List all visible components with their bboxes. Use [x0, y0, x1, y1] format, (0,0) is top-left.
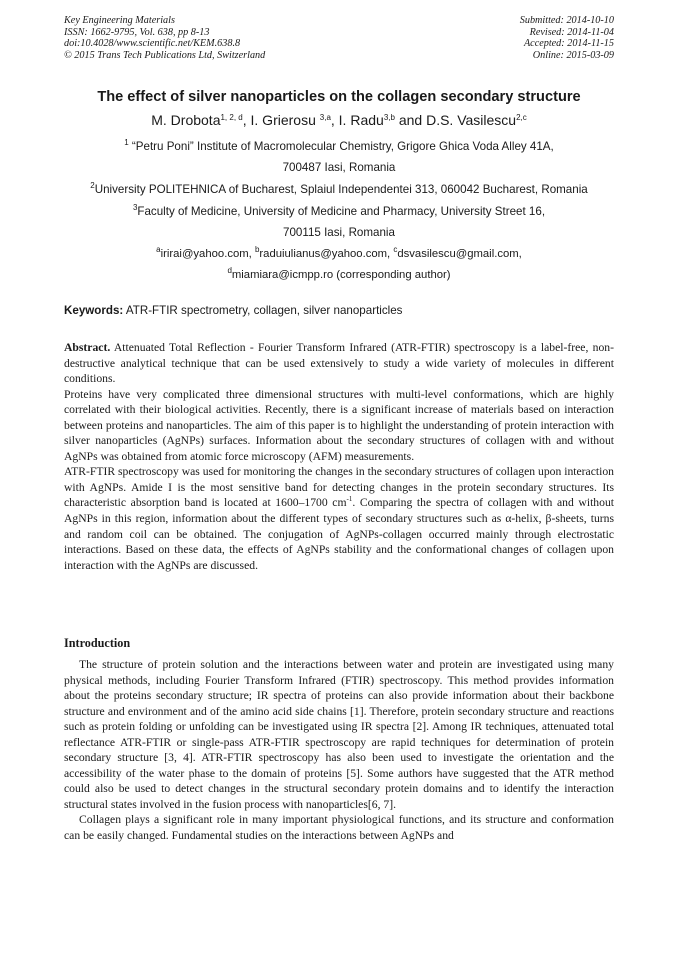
abstract-paragraph [64, 340, 614, 387]
introduction-heading: Introduction [64, 636, 131, 650]
abstract-paragraph: Proteins have very complicated three dimensional structures with multi-level conformations, which are highly correlated with their biological activities. Recently, there is a significant increase of materials based on interaction between proteins and nanoparticles. The aim of this paper is to highlight the understanding of protein interaction with silver nanoparticles (AgNPs) surfaces. Information about the secondary structures of collagen with and without AgNPs was obtained from atomic force microscopy (AFM) measurements. [64, 387, 614, 463]
introduction-section [64, 657, 614, 844]
author-affiliation-mark: 2,c [516, 113, 527, 122]
date-revised: Revised: 2014-11-04 [529, 26, 614, 38]
author-name: D.S. Vasilescu [426, 112, 517, 128]
author-list [30, 112, 648, 128]
keywords-line [64, 304, 402, 317]
affiliation-3 [20, 205, 658, 218]
abstract-section [64, 340, 614, 573]
abstract-text: Attenuated Total Reflection - Fourier Transform Infrared (ATR-FTIR) spectroscopy is a label-free, non-destructive analytical technique that can be used extensively to study a wide variety of molecules in different conditions. [64, 341, 614, 386]
author-affiliation-mark: 1, 2, d [220, 113, 243, 122]
email-mark: a [156, 245, 161, 254]
affiliation-1 [20, 140, 658, 153]
abstract-text: ATR-FTIR spectroscopy was used for monitoring the changes in the secondary structures of collagen upon interaction with AgNPs. Amide I is the most sensitive band for detecting changes in the protein secondary structures. Its characteristic absorption band is located at 1600–1700 cm [64, 465, 614, 510]
author-separator: , [330, 112, 339, 128]
journal-copyright: © 2015 Trans Tech Publications Ltd, Switzerland [64, 49, 266, 61]
affiliation-text: “Petru Poni” Institute of Macromolecular Chemistry, Grigore Ghica Voda Alley 41A, [128, 140, 554, 153]
journal-header-left [64, 15, 265, 61]
affiliation-2 [20, 183, 658, 196]
unit-exponent: -1 [346, 495, 353, 504]
abstract-text: . Comparing the spectra of collagen with and without AgNPs in this region, information about the different types of secondary structures such as α-helix, β-sheets, turns and random coil can be obtained. The conjugation of AgNPs-collagen occurred mainly through electrostatic interactions. Based on these data, the effects of AgNPs stability and the conformational changes of collagen upon interaction with the AgNPs are discussed. [64, 496, 614, 572]
author-affiliation-mark: 3,a [319, 113, 331, 122]
journal-name: Key Engineering Materials [64, 15, 175, 26]
introduction-paragraph: Collagen plays a significant role in many important physiological functions, and its structure and conformation can be easily changed. Fundamental studies on the interactions between AgNPs and [64, 813, 614, 843]
date-online: Online: 2015-03-09 [532, 49, 614, 61]
affiliation-1-city: 700487 Iasi, Romania [282, 161, 396, 174]
date-accepted: Accepted: 2014-11-15 [523, 38, 614, 50]
email-mark: b [254, 245, 260, 254]
email-address[interactable]: miamiara@icmpp.ro (corresponding author) [231, 269, 451, 281]
affiliation-text: Faculty of Medicine, University of Medicine and Pharmacy, University Street 16, [137, 205, 546, 218]
email-address[interactable]: raduiulianus@yahoo.com, [259, 248, 394, 260]
abstract-paragraph [64, 464, 614, 573]
email-line-1 [20, 245, 658, 260]
author-separator: , [242, 112, 251, 128]
keywords-label: Keywords: [64, 304, 124, 317]
journal-header-right [520, 15, 614, 61]
abstract-label: Abstract. [64, 341, 111, 354]
affiliation-text: University POLITEHNICA of Bucharest, Splaiul Independentei 313, 060042 Bucharest, Romania [94, 183, 588, 196]
journal-doi[interactable]: doi:10.4028/www.scientific.net/KEM.638.8 [64, 38, 241, 50]
author-name: I. Radu [338, 112, 384, 128]
date-submitted: Submitted: 2014-10-10 [519, 15, 614, 26]
email-line-2 [20, 266, 658, 281]
email-mark: d [227, 266, 232, 275]
keywords-text: ATR-FTIR spectrometry, collagen, silver nanoparticles [123, 304, 403, 317]
journal-issn: ISSN: 1662-9795, Vol. 638, pp 8-13 [64, 26, 210, 38]
author-affiliation-mark: 3,b [383, 113, 395, 122]
author-separator: and [394, 112, 427, 128]
affiliation-mark: 2 [90, 181, 95, 190]
author-name: I. Grierosu [250, 112, 320, 128]
email-mark: c [393, 245, 398, 254]
affiliation-3-city: 700115 Iasi, Romania [283, 226, 395, 239]
affiliation-mark: 3 [132, 203, 138, 212]
email-address[interactable]: irirai@yahoo.com, [160, 248, 255, 260]
author-name: M. Drobota [151, 112, 221, 128]
paper-title: The effect of silver nanoparticles on the collagen secondary structure [97, 89, 581, 105]
introduction-paragraph: The structure of protein solution and the interactions between water and protein are investigated using many physical methods, including Fourier Transform Infrared (FTIR) spectroscopy. This method provides information about the proteins secondary structure; IR spectra of proteins can also provide information about their backbone structure and environment and of the amino acid side chains [1]. Therefore, protein secondary structure and reactions such as protein folding or unfolding can be investigated using IR spectra [2]. Among IR techniques, attenuated total reflectance ATR-FTIR or single-pass ATR-FTIR spectroscopy are rapid techniques for determination of protein secondary structure [3, 4]. ATR-FTIR spectroscopy has also been used to investigate the orientation and the accessibility of the water phase to the domain of proteins [5]. Some authors have suggested that the ATR method could also be used to detect changes in the structural secondary protein domains and to identify the interaction structural states involved in the fusion process with nanoparticles[6, 7]. [64, 658, 614, 811]
email-address[interactable]: dsvasilescu@gmail.com, [397, 248, 522, 260]
affiliation-mark: 1 [124, 138, 129, 147]
